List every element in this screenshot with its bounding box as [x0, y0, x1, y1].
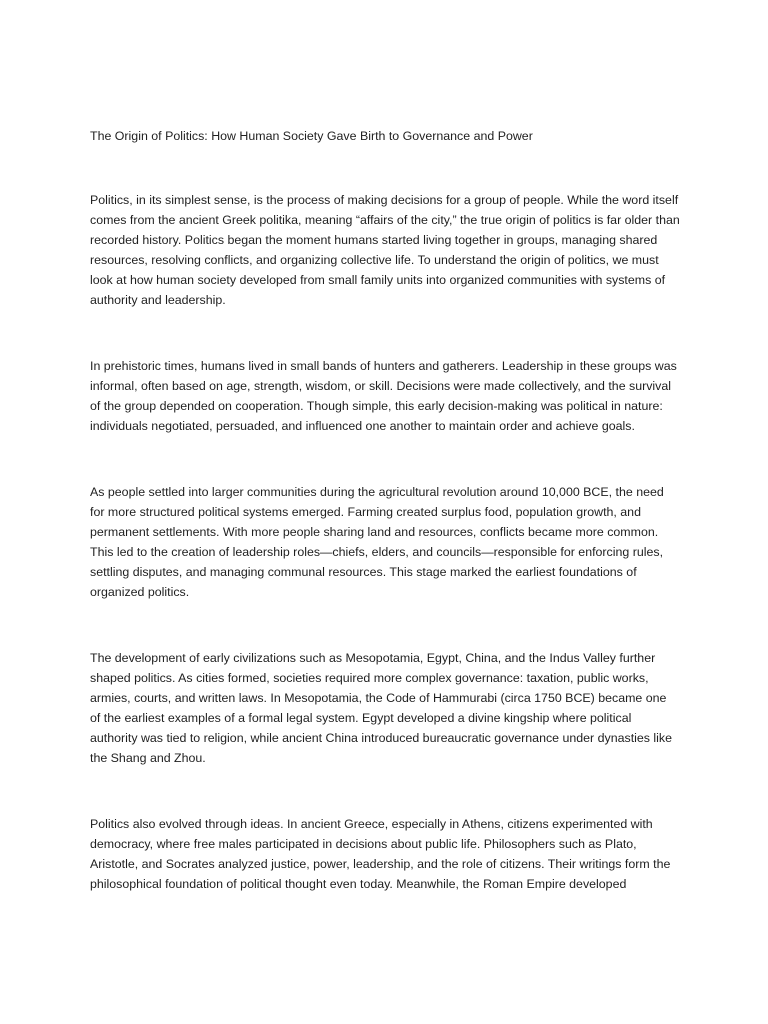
- paragraph-3: As people settled into larger communities during the agricultural revolution around 10,000 BCE, the need for more structured political systems emerged. Farming created surplus food, population growth, and permanent settlements. With more people sharing land and resources, conflicts became more common. This led to the creation of leadership roles—chiefs, elders, and councils—responsible for enforcing rules, settling disputes, and managing communal resources. This stage marked the earliest foundations of organized politics.: [90, 485, 664, 599]
- paragraph-2: In prehistoric times, humans lived in small bands of hunters and gatherers. Leadership in these groups was informal, often based on age, strength, wisdom, or skill. Decisions were made collectively, and the survival of the group depended on cooperation. Though simple, this early decision-making was political in nature: individuals negotiated, persuaded, and influenced one another to maintain order and achieve goals.: [90, 359, 677, 433]
- paragraph-1: Politics, in its simplest sense, is the process of making decisions for a group of people. While the word itself comes from the ancient Greek politika, meaning “affairs of the city,” the true origin of politics is far older than recorded history. Politics began the moment humans started living together in groups, managing shared resources, resolving conflicts, and organizing collective life. To understand the origin of politics, we must look at how human society developed from small family units into organized communities with systems of authority and leadership.: [90, 193, 680, 307]
- document-body: [90, 126, 680, 894]
- paragraph-4: The development of early civilizations such as Mesopotamia, Egypt, China, and the Indus Valley further shaped politics. As cities formed, societies required more complex governance: taxation, public works, armies, courts, and written laws. In Mesopotamia, the Code of Hammurabi (circa 1750 BCE) became one of the earliest examples of a formal legal system. Egypt developed a divine kingship where political authority was tied to religion, while ancient China introduced bureaucratic governance under dynasties like the Shang and Zhou.: [90, 651, 673, 765]
- paragraph-5: Politics also evolved through ideas. In ancient Greece, especially in Athens, citizens experimented with democracy, where free males participated in decisions about public life. Philosophers such as Plato, Aristotle, and Socrates analyzed justice, power, leadership, and the role of citizens. Their writings form the philosophical foundation of political thought even today. Meanwhile, the Roman Empire developed: [90, 817, 671, 891]
- document-title: The Origin of Politics: How Human Society Gave Birth to Governance and Power: [90, 129, 533, 143]
